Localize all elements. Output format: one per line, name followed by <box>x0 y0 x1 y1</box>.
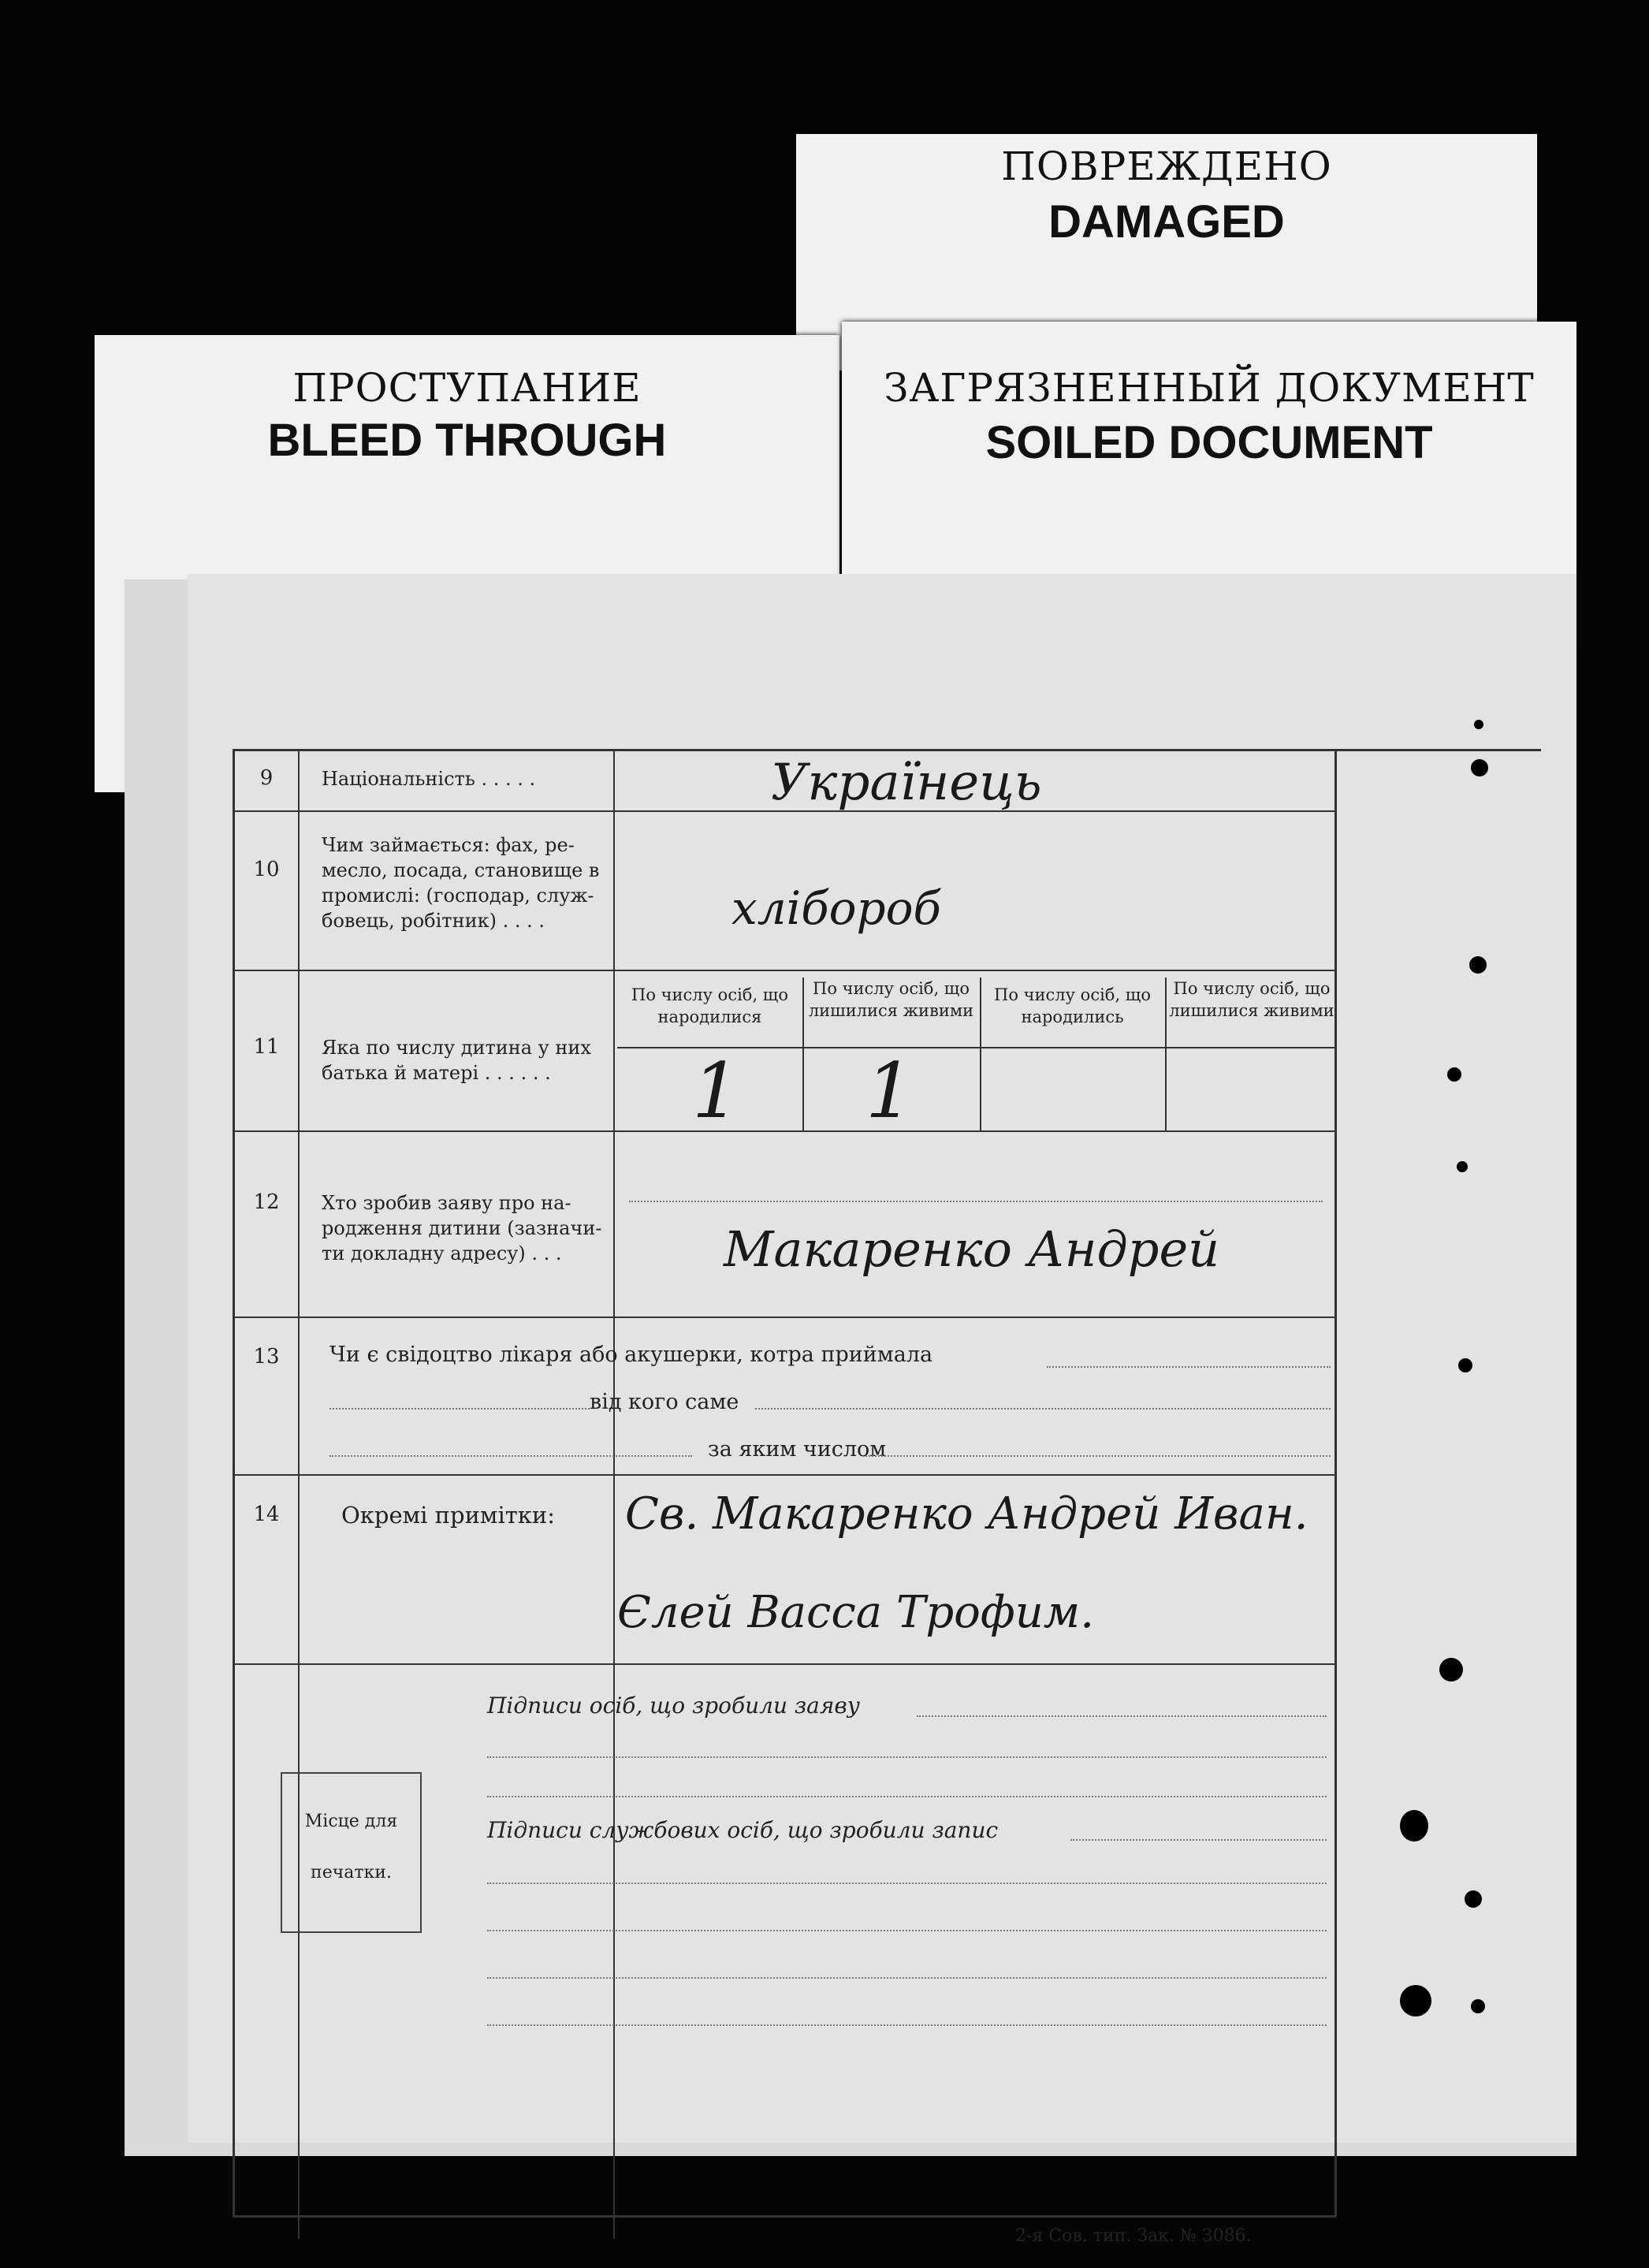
row-9-number: 9 <box>259 766 274 790</box>
punch-hole <box>1471 759 1488 776</box>
soiled-label-ru: ЗАГРЯЗНЕННЫЙ ДОКУМЕНТ <box>884 365 1535 411</box>
stamp-box-label-1: Місце для <box>304 1812 398 1831</box>
row-13-dotted-line-2 <box>329 1408 590 1410</box>
row-14-handwriting-1: Св. Макаренко Андрей Иван. <box>625 1488 1308 1540</box>
signatures-officials-label: Підписи службових осіб, що зробили запис <box>487 1817 999 1843</box>
row-11-value-2: 1 <box>865 1047 914 1135</box>
row-12-label-2: родження дитини (зазначи- <box>322 1217 602 1239</box>
row-12-handwriting: Макаренко Андрей <box>724 1220 1220 1278</box>
row-10-label-1: Чим займається: фах, ре- <box>322 834 575 856</box>
row-12-dotted-line-1 <box>629 1201 1323 1202</box>
row-13-line-3: за яким числом <box>708 1437 887 1462</box>
signatures-dotted-line-5 <box>487 1883 1327 1884</box>
row-9-handwriting: Українець <box>771 754 1042 812</box>
frame-number-divider <box>298 749 300 2239</box>
row-14-handwriting-2: Єлей Васса Трофим. <box>617 1587 1095 1638</box>
stamp-box <box>281 1772 422 1933</box>
damaged-label-ru: ПОВРЕЖДЕНО <box>1001 143 1332 189</box>
row-12-label-3: ти докладну адресу) . . . <box>322 1242 562 1264</box>
punch-hole <box>1439 1658 1463 1681</box>
row-11-col-4-header: По числу осіб, що лишилися живими <box>1169 979 1334 1020</box>
birth-record-form <box>188 574 1576 2246</box>
damaged-label-en: DAMAGED <box>1048 196 1285 248</box>
row-11-col-1-header: По числу осіб, що народилися <box>631 985 788 1026</box>
row-13-line-1: Чи є свідоцтво лікаря або акушерки, котра приймала <box>329 1343 933 1367</box>
row-10-label-3: промислі: (господар, служ- <box>322 884 594 907</box>
row-9-label: Національність . . . . . <box>322 768 536 790</box>
signatures-dotted-line-4 <box>1070 1839 1327 1841</box>
punch-hole <box>1471 1999 1485 2013</box>
frame-label-divider <box>613 749 615 2239</box>
row-sep-10 <box>233 970 1336 971</box>
stamp-box-label-2: печатки. <box>311 1863 392 1883</box>
punch-hole <box>1400 1810 1428 1842</box>
bleed-through-label-ru: ПРОСТУПАНИЕ <box>292 365 642 411</box>
row-13-dotted-line-4 <box>329 1455 692 1457</box>
row-14-number: 14 <box>253 1503 280 1526</box>
row-10-number: 10 <box>253 858 280 881</box>
row-11-col-divider-3 <box>1165 978 1167 1130</box>
row-11-col-divider-2 <box>980 978 981 1130</box>
row-13-dotted-line-1 <box>1047 1366 1331 1368</box>
row-sep-12 <box>233 1316 1336 1318</box>
signatures-dotted-line-7 <box>487 1977 1327 1979</box>
row-13-line-2: від кого саме <box>590 1390 739 1414</box>
row-sep-11 <box>233 1130 1336 1132</box>
row-sep-13 <box>233 1474 1336 1476</box>
signatures-dotted-line-8 <box>487 2024 1327 2026</box>
punch-hole <box>1457 1161 1468 1172</box>
row-sep-14 <box>233 1663 1336 1665</box>
row-12-label-1: Хто зробив заяву про на- <box>322 1192 571 1214</box>
row-12-number: 12 <box>253 1190 280 1214</box>
row-13-dotted-line-3 <box>755 1408 1331 1410</box>
signatures-dotted-line-1 <box>917 1715 1327 1717</box>
punch-hole <box>1469 956 1487 974</box>
punch-hole <box>1400 1985 1431 2017</box>
punch-hole <box>1447 1067 1461 1082</box>
row-11-col-divider-1 <box>802 978 804 1130</box>
punch-hole <box>1465 1890 1482 1908</box>
frame-bottom <box>233 2215 1336 2218</box>
row-13-number: 13 <box>253 1345 280 1369</box>
punch-hole <box>1458 1358 1472 1372</box>
bleed-through-label-en: BLEED THROUGH <box>267 415 667 466</box>
row-11-number: 11 <box>253 1035 280 1059</box>
row-13-dotted-line-5 <box>865 1455 1331 1457</box>
row-11-label-1: Яка по числу дитина у них <box>322 1037 591 1059</box>
signatures-dotted-line-2 <box>487 1756 1327 1758</box>
row-11-value-1: 1 <box>692 1047 741 1135</box>
row-14-label: Окремі примітки: <box>341 1502 555 1529</box>
row-11-col-3-header: По числу осіб, що народились <box>994 985 1151 1026</box>
printer-imprint: 2-я Сов. тип. Зак. № 3086. <box>1015 2226 1252 2246</box>
signatures-applicants-label: Підписи осіб, що зробили заяву <box>487 1693 860 1719</box>
row-11-label-2: батька й матері . . . . . . <box>322 1062 551 1084</box>
punch-hole <box>1474 720 1483 729</box>
frame-top <box>233 749 1541 751</box>
signatures-dotted-line-6 <box>487 1930 1327 1931</box>
row-10-label-2: месло, посада, становище в <box>322 859 600 881</box>
row-10-handwriting: хлібороб <box>731 881 941 935</box>
soiled-label-en: SOILED DOCUMENT <box>985 417 1433 468</box>
row-11-col-2-header: По числу осіб, що лишилися живими <box>808 979 974 1020</box>
row-10-label-4: бовець, робітник) . . . . <box>322 910 545 932</box>
signatures-dotted-line-3 <box>487 1796 1327 1797</box>
